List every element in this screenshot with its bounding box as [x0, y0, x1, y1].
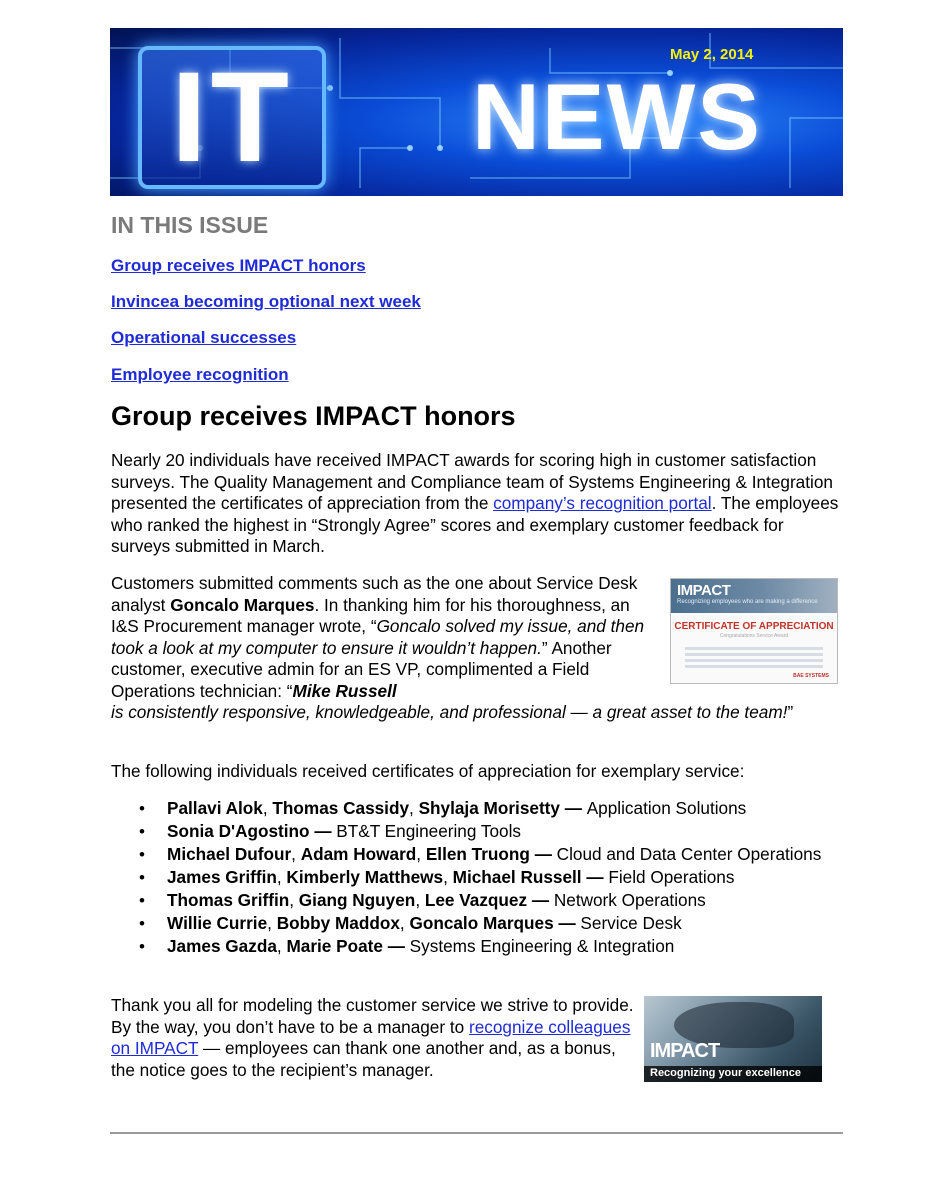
recipient-department: BT&T Engineering Tools — [336, 821, 522, 841]
comment-text: ” Another customer, executive admin for an ES VP, complimented a Field Operations technician: “ — [111, 637, 612, 701]
recipient-department: Application Solutions — [586, 798, 747, 818]
recipient-name: Ellen Truong — [425, 844, 530, 864]
toc-link-impact-honors[interactable]: Group receives IMPACT honors — [111, 256, 366, 275]
recipients-list — [139, 798, 839, 959]
article-title: Group receives IMPACT honors — [111, 401, 516, 431]
recipient-name: Marie Poate — [286, 936, 383, 956]
recipient-name: James Griffin — [167, 867, 277, 887]
customer-comments-paragraph-b — [111, 702, 841, 724]
issue-date: May 2, 2014 — [670, 46, 754, 63]
impact-image-word: IMPACT — [650, 1040, 720, 1062]
recognize-colleagues-link[interactable]: recognize colleagues on IMPACT — [111, 1016, 631, 1058]
recipient-list-item: • James Gazda, Marie Poate — Systems Engineering & Integration — [139, 936, 839, 958]
comment-name: Goncalo Marques — [170, 594, 315, 615]
recipient-department: Service Desk — [580, 913, 682, 933]
toc-link-invincea[interactable]: Invincea becoming optional next week — [111, 292, 421, 311]
comment-text: Customers submitted comments such as the one about Service Desk analyst — [111, 573, 638, 615]
recipient-name: Thomas Cassidy — [272, 798, 410, 818]
recipient-name: Giang Nguyen — [298, 890, 416, 910]
intro-paragraph — [111, 450, 841, 558]
recipients-intro: The following individuals received certificates of appreciation for exemplary service: — [111, 761, 745, 781]
recipient-name: Goncalo Marques — [409, 913, 554, 933]
certificate-subtitle: Congratulations Service Award — [719, 633, 789, 639]
it-logo-box — [138, 46, 326, 189]
toc-link-employee-recognition[interactable]: Employee recognition — [111, 365, 289, 384]
recipient-name: Thomas Griffin — [167, 890, 290, 910]
recipient-name: Sonia D'Agostino — [167, 821, 310, 841]
footer-divider — [110, 1132, 843, 1134]
it-logo-text: IT — [171, 45, 293, 189]
impact-recognition-image — [644, 996, 822, 1082]
recipient-name: Michael Dufour — [167, 844, 292, 864]
recipient-name: Willie Currie — [167, 913, 268, 933]
closing-text-a: Thank you all for modeling the customer service we strive to provide. By the way, you don’t have to be a manager to — [111, 995, 634, 1037]
recipient-department: Systems Engineering & Integration — [409, 936, 675, 956]
certificate-image — [670, 578, 838, 684]
recipient-name: Pallavi Alok — [167, 798, 263, 818]
intro-text-b: . The employees who ranked the highest in “Strongly Agree” scores and exemplary customer feedback for surveys submitted in March. — [111, 493, 839, 556]
comment-text: . In thanking him for his thoroughness, an I&S Procurement manager wrote, “ — [111, 594, 630, 636]
recipient-name: James Gazda — [167, 936, 277, 956]
recipient-list-item: • Pallavi Alok, Thomas Cassidy, Shylaja Morisetty — Application Solutions — [139, 798, 839, 820]
recipient-name: Bobby Maddox — [276, 913, 400, 933]
impact-image-caption: Recognizing your excellence — [650, 1067, 801, 1079]
it-news-banner — [110, 28, 843, 196]
comment-name: Mike Russell — [292, 680, 397, 701]
certificate-logo: IMPACT — [677, 582, 731, 599]
recipient-list-item: • Willie Currie, Bobby Maddox, Goncalo Marques — Service Desk — [139, 913, 839, 935]
recipient-name: Michael Russell — [452, 867, 582, 887]
recipient-list-item: • Sonia D'Agostino — BT&T Engineering Tools — [139, 821, 839, 843]
recipient-list-item: • Michael Dufour, Adam Howard, Ellen Truong — Cloud and Data Center Operations — [139, 844, 839, 866]
comment-quote: is consistently responsive, knowledgeable, and professional — a great asset to the team! — [111, 702, 788, 722]
recipient-name: Shylaja Morisetty — [418, 798, 560, 818]
recipient-list-item: • James Griffin, Kimberly Matthews, Michael Russell — Field Operations — [139, 867, 839, 889]
closing-text-b: — employees can thank one another and, as a bonus, the notice goes to the recipient’s manager. — [111, 1038, 616, 1080]
recipient-department: Field Operations — [608, 867, 735, 887]
toc-link-operational-successes[interactable]: Operational successes — [111, 328, 297, 347]
recipient-name: Lee Vazquez — [424, 890, 528, 910]
certificate-footer: BAE SYSTEMS — [793, 673, 829, 679]
recipient-name: Kimberly Matthews — [286, 867, 444, 887]
recipient-name: Adam Howard — [300, 844, 417, 864]
recognition-portal-link[interactable]: company’s recognition portal — [493, 493, 712, 513]
customer-comments-paragraph-a — [111, 573, 651, 702]
recipient-department: Cloud and Data Center Operations — [556, 844, 822, 864]
news-logo-text: NEWS — [472, 64, 762, 169]
comment-quote: Goncalo solved my issue, and then took a look at my computer to ensure it wouldn’t happen. — [111, 616, 645, 658]
in-this-issue-heading: IN THIS ISSUE — [111, 212, 269, 238]
certificate-title: CERTIFICATE OF APPRECIATION — [674, 621, 834, 632]
comment-text: ” — [787, 702, 794, 722]
certificate-tagline: Recognizing employees who are making a difference — [677, 599, 818, 605]
recipient-department: Network Operations — [553, 890, 706, 910]
intro-text-a: Nearly 20 individuals have received IMPACT awards for scoring high in customer satisfaction surveys. The Quality Management and Compliance team of Systems Engineering & Integration presented the certificates of appreciation from the — [111, 450, 833, 513]
closing-paragraph — [111, 995, 636, 1081]
recipient-list-item: • Thomas Griffin, Giang Nguyen, Lee Vazquez — Network Operations — [139, 890, 839, 912]
